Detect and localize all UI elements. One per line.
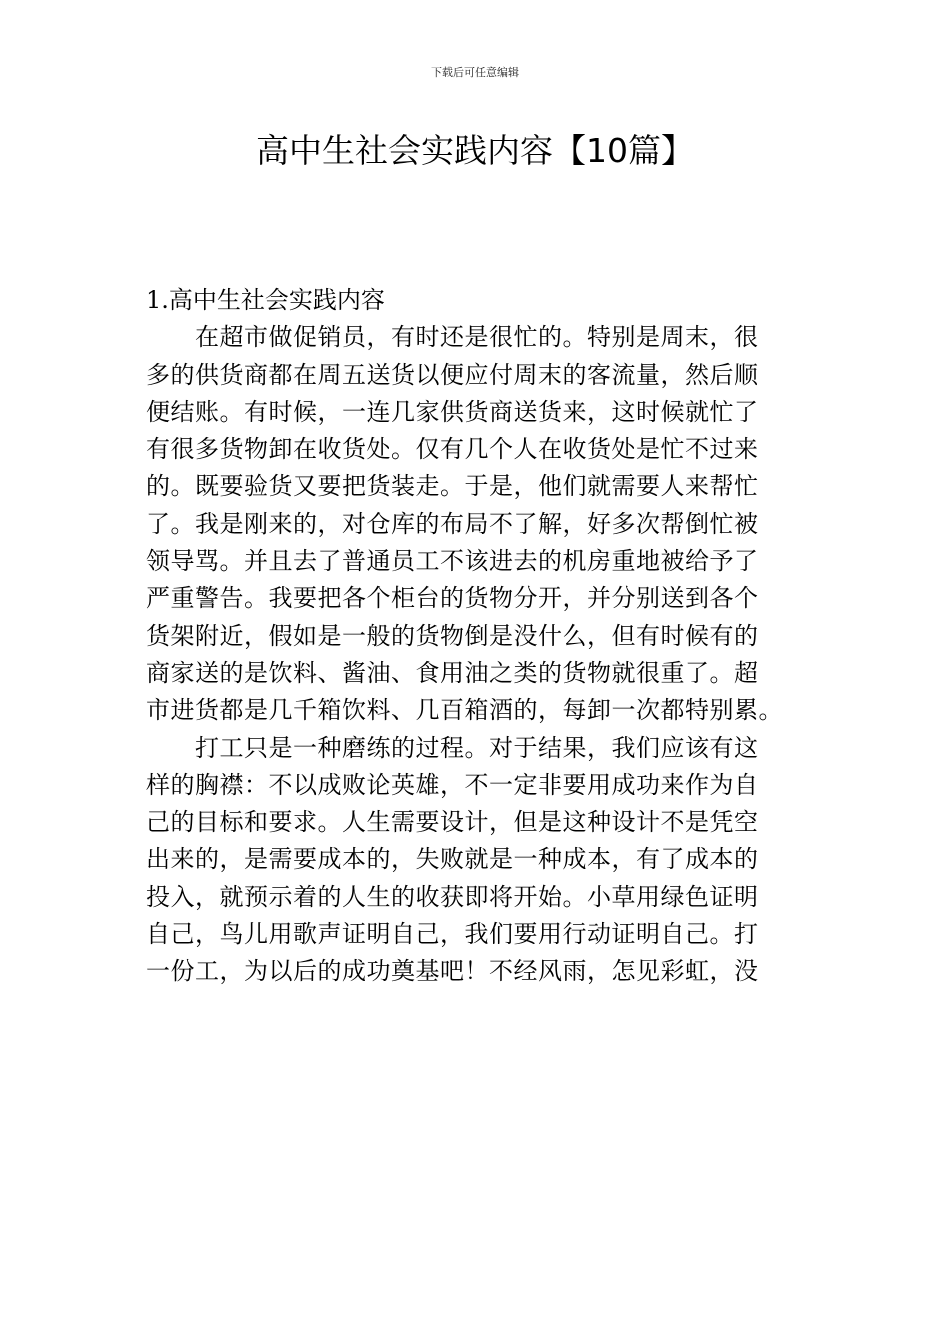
paragraph-line: 领导骂。并且去了普通员工不该进去的机房重地被给予了 [146,547,759,576]
paragraph-line: 打工只是一种磨练的过程。对于结果，我们应该有这 [146,733,759,762]
paragraph-line: 在超市做促销员，有时还是很忙的。特别是周末，很 [146,323,759,352]
document-title: 高中生社会实践内容【10篇】 [256,131,694,170]
paragraph-line: 样的胸襟：不以成败论英雄，不一定非要用成功来作为自 [146,770,759,799]
paragraph-2 [146,730,816,991]
paragraph-line: 己的目标和要求。人生需要设计，但是这种设计不是凭空 [146,808,759,837]
paragraph-line: 的。既要验货又要把货装走。于是，他们就需要人来帮忙 [146,472,759,501]
document-body [146,282,816,991]
section-heading: 1.高中生社会实践内容 [146,286,385,314]
paragraph-line: 便结账。有时候，一连几家供货商送货来，这时候就忙了 [146,397,759,426]
paragraph-line: 出来的，是需要成本的，失败就是一种成本，有了成本的 [146,845,759,874]
paragraph-line: 多的供货商都在周五送货以便应付周末的客流量，然后顺 [146,360,759,389]
paragraph-line: 自己，鸟儿用歌声证明自己，我们要用行动证明自己。打 [146,920,759,949]
paragraph-line: 有很多货物卸在收货处。仅有几个人在收货处是忙不过来 [146,435,759,464]
paragraph-line: 投入，就预示着的人生的收获即将开始。小草用绿色证明 [146,882,759,911]
paragraph-line: 了。我是刚来的，对仓库的布局不了解，好多次帮倒忙被 [146,509,759,538]
paragraph-line: 货架附近，假如是一般的货物倒是没什么，但有时候有的 [146,621,759,650]
paragraph-line: 严重警告。我要把各个柜台的货物分开，并分别送到各个 [146,584,759,613]
paragraph-line: 市进货都是几千箱饮料、几百箱酒的，每卸一次都特别累。 [146,696,783,725]
paragraph-line: 一份工，为以后的成功奠基吧！不经风雨，怎见彩虹，没 [146,957,759,986]
paragraph-1 [146,319,816,729]
paragraph-line: 商家送的是饮料、酱油、食用油之类的货物就很重了。超 [146,658,759,687]
header-note: 下载后可任意编辑 [431,66,519,79]
